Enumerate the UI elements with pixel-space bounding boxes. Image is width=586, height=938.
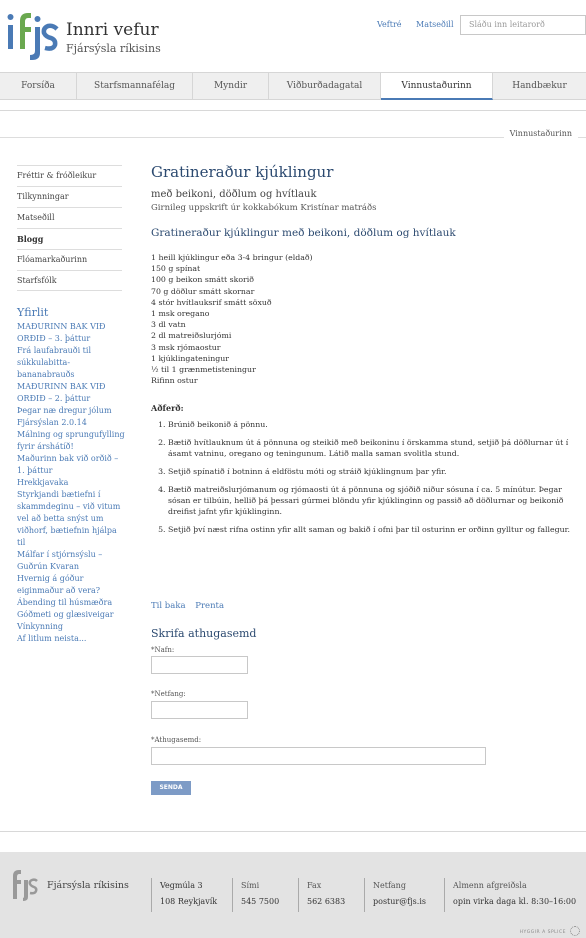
footer-phone-value: 545 7500 xyxy=(241,897,280,906)
email-label: *Netfang: xyxy=(151,690,186,698)
comment-textarea[interactable] xyxy=(151,747,486,765)
article-title: Gratineraður kjúklingur xyxy=(151,163,334,181)
nav-item-myndir[interactable]: Myndir xyxy=(193,73,269,100)
name-field[interactable] xyxy=(151,656,248,674)
overview-link[interactable]: Hrekkjavaka xyxy=(17,478,69,487)
credit-logo-icon xyxy=(570,926,580,936)
method-steps xyxy=(151,419,571,535)
sidebar-item-tilkynningar[interactable]: Tilkynningar xyxy=(17,186,122,207)
overview-link[interactable]: Maðurinn bak við orðið – 1. þáttur xyxy=(17,454,119,475)
back-link[interactable]: Til baka xyxy=(151,601,186,611)
overview-link[interactable]: Af litlum neista... xyxy=(17,634,87,643)
site-header xyxy=(0,0,586,72)
overview-list xyxy=(17,321,125,645)
sidebar-nav xyxy=(17,165,122,291)
ingredient: Rifinn ostur xyxy=(151,376,198,386)
ingredient: 2 dl matreiðslurjómi xyxy=(151,331,232,341)
method-step: 2. Bætið hvítlauknum út á pönnuna og steikið með beikoninu í örskamma stund, setjið þá döðlurnar út í ásamt vatninu, oregano og teningunum. Látið malla saman svolitla stund. xyxy=(168,437,571,459)
footer-hours xyxy=(444,878,576,912)
print-link[interactable]: Prenta xyxy=(195,601,225,611)
overview-title: Yfirlit xyxy=(17,306,49,319)
sidebar-item-starfsfolk[interactable]: Starfsfólk xyxy=(17,270,122,291)
site-title: Innri vefur xyxy=(66,20,159,40)
comment-label: *Athugasemd: xyxy=(151,736,202,744)
footer-phone xyxy=(232,878,279,912)
main-nav xyxy=(0,72,586,100)
send-button[interactable]: SENDA xyxy=(151,781,191,795)
footer-email-label: Netfang xyxy=(373,881,406,890)
method-title: Aðferð: xyxy=(151,403,184,414)
footer-fax-value: 562 6383 xyxy=(307,897,346,906)
overview-link[interactable]: Ábending til húsmæðra xyxy=(17,598,113,607)
footer-hours-label: Almenn afgreiðsla xyxy=(453,881,527,890)
overview-link[interactable]: Góðmeti og glæsiveigar xyxy=(17,610,114,619)
ingredient: 70 g döðlur smátt skornar xyxy=(151,286,255,296)
ingredient: 150 g spínat xyxy=(151,264,201,274)
overview-link[interactable]: Styrkjandi bætiefni í skammdeginu – við vitum vel að betta snýst um viðhorf, bætiefnin hjálpa til xyxy=(17,490,121,547)
nav-item-forsida[interactable]: Forsíða xyxy=(0,73,77,100)
search-input[interactable]: Sláðu inn leitarorð xyxy=(460,15,586,35)
ingredient: 1 kjúklingateningur xyxy=(151,353,229,363)
nav-item-handbaekur[interactable]: Handbækur xyxy=(512,81,567,91)
method-step: 4. Bætið matreiðslurjómanum og rjómaosti út á pönnuna og sjóðið niður sósuna í ca. 5 mínútur. Þegar sósan er tilbúin, hellið þá þessari gúrmei blöndu yfir kjúklinginn og passið að döðlurnar og beikonið dreifist jafnt yfir kjúklinginn. xyxy=(168,484,571,517)
email-field[interactable] xyxy=(151,701,248,719)
nav-item-vinnustadurinn[interactable]: Vinnustaðurinn xyxy=(381,73,493,100)
footer-email xyxy=(364,878,426,912)
footer-phone-label: Sími xyxy=(241,881,260,890)
overview-link[interactable]: Vínkynning xyxy=(17,622,63,631)
overview-link[interactable]: Þegar næ dregur jólum xyxy=(17,406,112,415)
breadcrumb[interactable]: Vinnustaðurinn xyxy=(504,129,578,138)
article xyxy=(151,163,571,542)
ingredient: ½ til 1 grænmetisteningur xyxy=(151,365,256,375)
ingredient: 3 msk rjómaostur xyxy=(151,342,221,352)
footer-email-link[interactable]: postur@fjs.is xyxy=(373,897,426,906)
site-subtitle: Fjársýsla ríkisins xyxy=(66,42,161,55)
recipe-heading: Gratineraður kjúklingur með beikoni, döðlum og hvítlauk xyxy=(151,227,456,239)
overview-link[interactable]: MAÐURINN BAK VIÐ ORÐIÐ – 3. þáttur xyxy=(17,322,106,343)
sitemap-link[interactable]: Veftré xyxy=(377,20,402,29)
ingredient-list xyxy=(151,252,571,386)
breadcrumb-divider xyxy=(0,137,586,138)
site-footer xyxy=(0,852,586,938)
fjs-logo-icon[interactable] xyxy=(4,5,59,63)
ingredient: 1 heill kjúklingur eða 3-4 bringur (eldað) xyxy=(151,253,313,262)
method-step: 1. Brúnið beikonið á pönnu. xyxy=(168,419,571,430)
overview-link[interactable]: Fjársýslan 2.0.14 xyxy=(17,418,87,427)
menu-link[interactable]: Matseðill xyxy=(416,20,454,29)
method-step: 5. Setjið því næst rifna ostinn yfir allt saman og bakið í ofni þar til osturinn er orðinn gylltur og fallegur. xyxy=(168,524,571,535)
sidebar-item-matsedill[interactable]: Matseðill xyxy=(17,207,122,228)
ingredient: 3 dl vatn xyxy=(151,320,186,330)
comment-form-title: Skrifa athugasemd xyxy=(151,627,257,640)
footer-address-line2: 108 Reykjavík xyxy=(160,897,218,906)
footer-fax-label: Fax xyxy=(307,881,322,890)
article-subtitle: með beikoni, döðlum og hvítlauk xyxy=(151,189,317,200)
ingredient: 1 msk oregano xyxy=(151,309,210,319)
fjs-footer-logo-icon xyxy=(10,866,38,902)
ingredient: 4 stór hvítlauksrif smátt söxuð xyxy=(151,297,272,307)
footer-address-line1: Vegmúla 3 xyxy=(160,881,203,890)
footer-credit[interactable]: HYGGIR A SPLICE xyxy=(519,930,566,935)
article-description: Girnileg uppskrift úr kokkabókum Kristínar matráðs xyxy=(151,203,377,213)
overview-link[interactable]: Málning og sprungufylling fyrir árshátíð! xyxy=(17,430,125,451)
ingredient: 100 g beikon smátt skorið xyxy=(151,275,254,285)
sidebar-item-blogg[interactable]: Blogg xyxy=(17,228,122,249)
overview-link[interactable]: Frá laufabrauði til súkkulabitta-bananabrauðs xyxy=(17,346,92,379)
nav-item-vidburdadagatal[interactable]: Viðburðadagatal xyxy=(269,73,381,100)
footer-org-name: Fjársýsla ríkisins xyxy=(47,880,129,891)
article-actions xyxy=(151,601,231,611)
footer-fax xyxy=(298,878,345,912)
nav-item-starfsmannafelag[interactable]: Starfsmannafélag xyxy=(77,73,193,100)
footer-address xyxy=(151,878,217,912)
sidebar-item-frettir[interactable]: Fréttir & fróðleikur xyxy=(17,165,122,186)
overview-link[interactable]: Hvernig á góður eiginmaður að vera? xyxy=(17,574,101,595)
footer-hours-value: opin virka daga kl. 8:30–16:00 xyxy=(453,897,577,906)
overview-link[interactable]: Málfar í stjórnsýslu – Guðrún Kvaran xyxy=(17,550,103,571)
sidebar-item-floamarkadurinn[interactable]: Flóamarkaðurinn xyxy=(17,249,122,270)
name-label: *Nafn: xyxy=(151,646,175,654)
overview-link[interactable]: MAÐURINN BAK VIÐ ORÐIÐ – 2. þáttur xyxy=(17,382,106,403)
method-step: 3. Setjið spínatið í botninn á eldföstu móti og stráið kjúklingnum þar yfir. xyxy=(168,466,571,477)
